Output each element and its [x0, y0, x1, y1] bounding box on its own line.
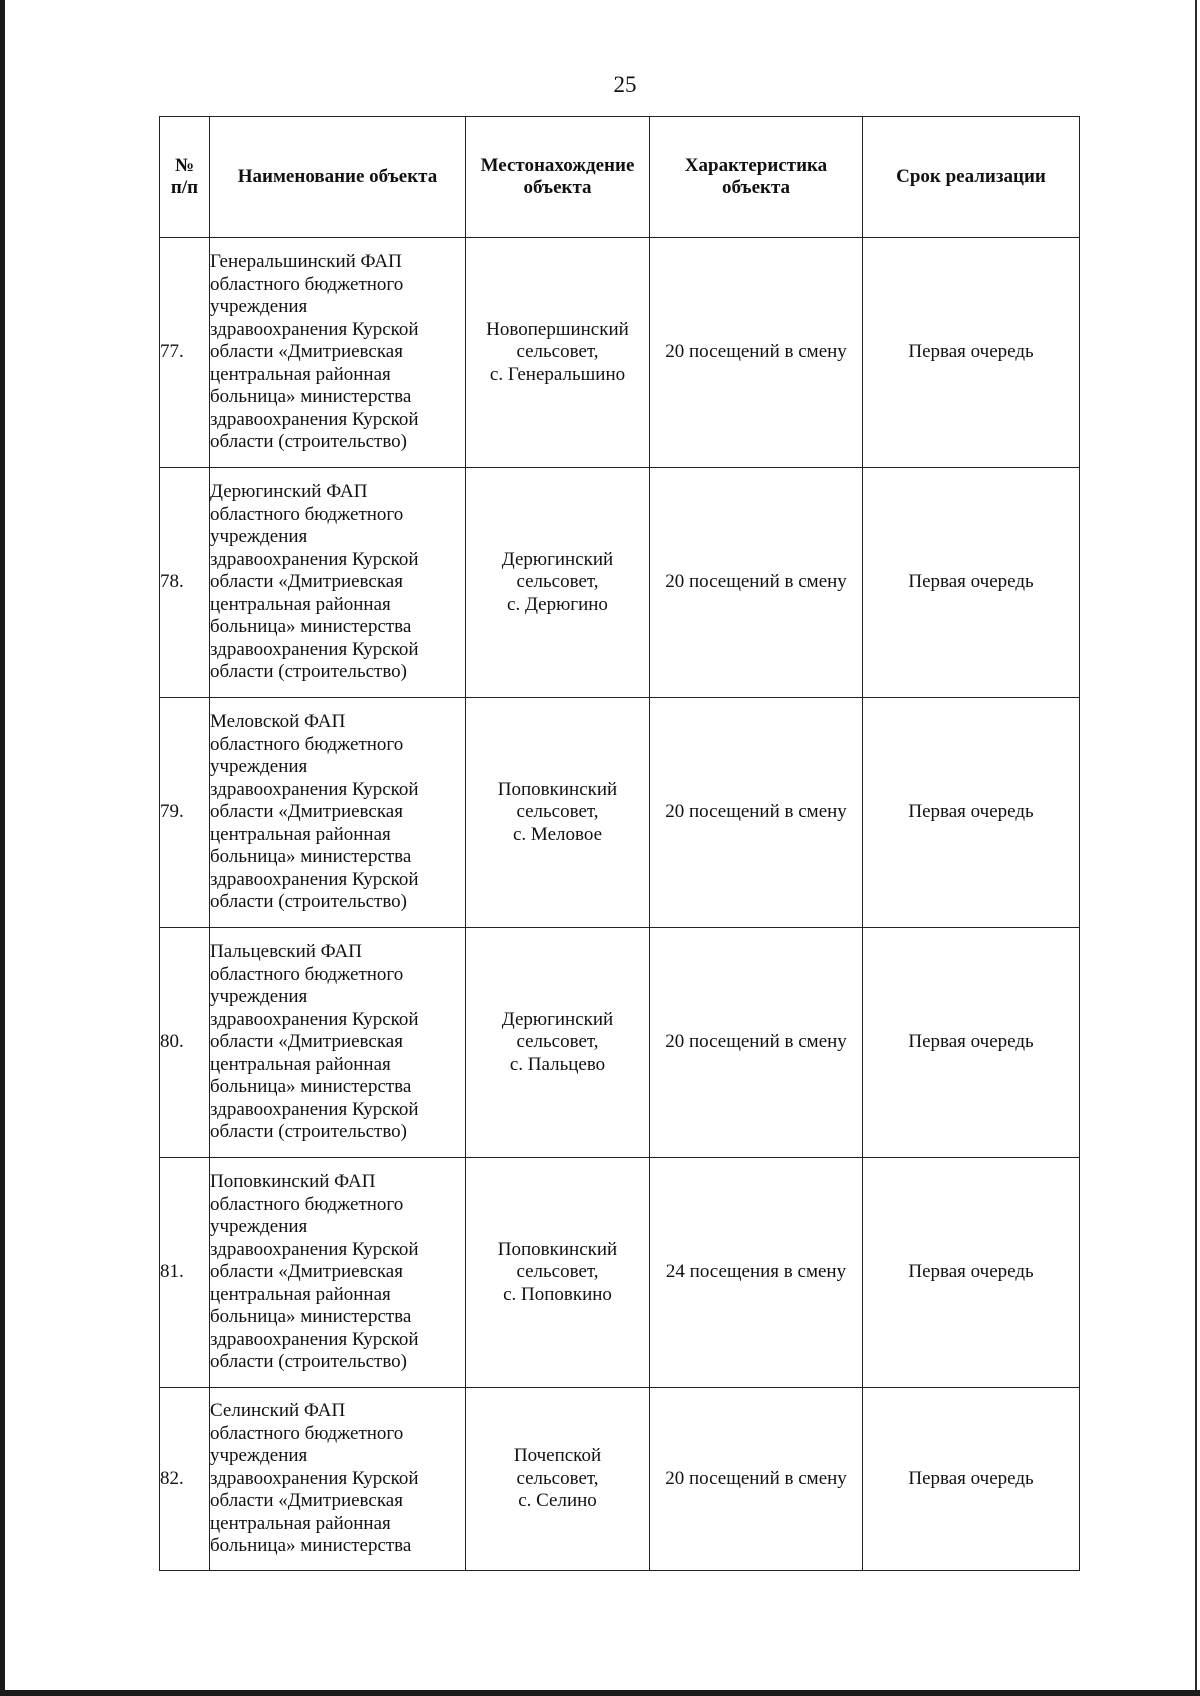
- object-name-line: учреждения: [210, 526, 308, 548]
- scan-edge-bottom: [0, 1690, 1200, 1696]
- implementation-term: Первая очередь: [863, 698, 1080, 928]
- table-row: [160, 928, 1080, 1158]
- header-term: [863, 117, 1080, 238]
- page-number: 25: [613, 72, 637, 97]
- object-name-line: здравоохранения Курской: [210, 1008, 419, 1030]
- object-name-line: Селинский ФАП: [210, 1400, 346, 1422]
- object-name-line: здравоохранения Курской: [210, 1238, 419, 1260]
- header-term-line: Срок реализации: [896, 165, 1046, 187]
- object-location-line: сельсовет,: [516, 1467, 599, 1489]
- object-location-line: сельсовет,: [516, 1261, 599, 1283]
- object-name-line: здравоохранения Курской: [210, 1328, 419, 1350]
- object-location-line: Новопершинский: [486, 318, 629, 340]
- object-name-line: областного бюджетного: [210, 1422, 404, 1444]
- object-location-line: с. Пальцево: [509, 1053, 606, 1075]
- object-name-line: больница» министерства: [210, 1076, 412, 1098]
- object-location: [466, 1158, 650, 1388]
- object-name-line: центральная районная: [210, 1283, 391, 1305]
- object-name-line: больница» министерства: [210, 1306, 412, 1328]
- row-number: 81.: [160, 1158, 210, 1388]
- object-name-line: Дерюгинский ФАП: [210, 481, 368, 503]
- object-name-line: учреждения: [210, 1445, 308, 1467]
- row-number: 82.: [160, 1388, 210, 1571]
- object-characteristic: 20 посещений в смену: [650, 928, 863, 1158]
- table-row: [160, 238, 1080, 468]
- object-name-line: здравоохранения Курской: [210, 1098, 419, 1120]
- object-name-line: здравоохранения Курской: [210, 638, 419, 660]
- object-name-line: центральная районная: [210, 363, 391, 385]
- header-location-line: объекта: [523, 177, 592, 198]
- object-name-line: здравоохранения Курской: [210, 778, 419, 800]
- object-location-line: Дерюгинский: [501, 1008, 614, 1030]
- object-name-line: областного бюджетного: [210, 273, 404, 295]
- object-name-line: области (строительство): [210, 891, 408, 913]
- header-location: [466, 117, 650, 238]
- object-name-line: области «Дмитриевская: [210, 801, 403, 823]
- implementation-term: Первая очередь: [863, 1388, 1080, 1571]
- object-name-line: центральная районная: [210, 1512, 391, 1534]
- object-name-line: области (строительство): [210, 431, 408, 453]
- row-number: 79.: [160, 698, 210, 928]
- object-name-line: здравоохранения Курской: [210, 868, 419, 890]
- object-name-line: учреждения: [210, 756, 308, 778]
- object-name-line: здравоохранения Курской: [210, 318, 419, 340]
- implementation-term: Первая очередь: [863, 468, 1080, 698]
- table-row: [160, 1158, 1080, 1388]
- object-name-line: больница» министерства: [210, 1535, 412, 1557]
- object-name-line: области «Дмитриевская: [210, 571, 403, 593]
- table-header-row: [160, 117, 1080, 238]
- object-name-line: больница» министерства: [210, 616, 412, 638]
- object-name-line: центральная районная: [210, 823, 391, 845]
- object-name-line: больница» министерства: [210, 846, 412, 868]
- object-name-line: области (строительство): [210, 661, 408, 683]
- object-name-line: Меловской ФАП: [210, 711, 346, 733]
- object-name: [210, 468, 466, 698]
- object-location-line: Дерюгинский: [501, 548, 614, 570]
- object-name-line: Пальцевский ФАП: [210, 941, 362, 963]
- object-location-line: сельсовет,: [516, 571, 599, 593]
- object-location: [466, 468, 650, 698]
- header-num: [160, 117, 210, 238]
- header-num-line: №: [174, 154, 195, 176]
- object-name-line: центральная районная: [210, 593, 391, 615]
- scan-edge-left: [0, 0, 5, 1696]
- object-location-line: с. Селино: [518, 1490, 597, 1512]
- object-name: [210, 928, 466, 1158]
- object-name-line: больница» министерства: [210, 386, 412, 408]
- object-name-line: учреждения: [210, 296, 308, 318]
- object-location-line: Почепской: [513, 1445, 602, 1467]
- object-name-line: областного бюджетного: [210, 963, 404, 985]
- scan-edge-right: [1195, 0, 1197, 1696]
- object-location-line: сельсовет,: [516, 801, 599, 823]
- implementation-term: Первая очередь: [863, 1158, 1080, 1388]
- header-num-line: п/п: [170, 177, 199, 198]
- object-name-line: областного бюджетного: [210, 733, 404, 755]
- table-row: [160, 468, 1080, 698]
- object-characteristic: 20 посещений в смену: [650, 238, 863, 468]
- object-name-line: здравоохранения Курской: [210, 548, 419, 570]
- object-location: [466, 1388, 650, 1571]
- object-name-line: областного бюджетного: [210, 503, 404, 525]
- header-name-line: Наименование объекта: [237, 165, 438, 187]
- object-name-line: здравоохранения Курской: [210, 408, 419, 430]
- object-name-line: центральная районная: [210, 1053, 391, 1075]
- object-name-line: области (строительство): [210, 1351, 408, 1373]
- header-characteristic-line: объекта: [721, 177, 791, 198]
- object-location: [466, 928, 650, 1158]
- row-number: 78.: [160, 468, 210, 698]
- table-row: [160, 698, 1080, 928]
- row-number: 80.: [160, 928, 210, 1158]
- object-name-line: учреждения: [210, 986, 308, 1008]
- object-location-line: Поповкинский: [497, 778, 618, 800]
- object-name-line: здравоохранения Курской: [210, 1467, 419, 1489]
- object-characteristic: 20 посещений в смену: [650, 1388, 863, 1571]
- object-name-line: области «Дмитриевская: [210, 1261, 403, 1283]
- implementation-term: Первая очередь: [863, 928, 1080, 1158]
- object-characteristic: 24 посещения в смену: [650, 1158, 863, 1388]
- object-location: [466, 698, 650, 928]
- object-characteristic: 20 посещений в смену: [650, 468, 863, 698]
- object-location-line: Поповкинский: [497, 1238, 618, 1260]
- object-location-line: сельсовет,: [516, 1031, 599, 1053]
- implementation-term: Первая очередь: [863, 238, 1080, 468]
- object-name: [210, 238, 466, 468]
- object-characteristic: 20 посещений в смену: [650, 698, 863, 928]
- object-location-line: с. Генеральшино: [489, 363, 626, 385]
- objects-table: [159, 116, 1080, 1571]
- header-characteristic: [650, 117, 863, 238]
- object-location-line: с. Дерюгино: [507, 593, 608, 615]
- object-name-line: учреждения: [210, 1216, 308, 1238]
- object-name-line: Поповкинский ФАП: [210, 1171, 376, 1193]
- table-row: [160, 1388, 1080, 1571]
- object-name-line: Генеральшинский ФАП: [210, 251, 402, 273]
- object-name-line: области «Дмитриевская: [210, 1490, 403, 1512]
- object-name-line: области «Дмитриевская: [210, 1031, 403, 1053]
- object-name: [210, 1388, 466, 1571]
- header-characteristic-line: Характеристика: [684, 154, 828, 176]
- object-location-line: сельсовет,: [516, 341, 599, 363]
- header-location-line: Местонахождение: [480, 154, 635, 176]
- object-location-line: с. Поповкино: [503, 1283, 612, 1305]
- object-name-line: областного бюджетного: [210, 1193, 404, 1215]
- object-name-line: области (строительство): [210, 1121, 408, 1143]
- row-number: 77.: [160, 238, 210, 468]
- object-location-line: с. Меловое: [513, 823, 602, 845]
- object-name: [210, 1158, 466, 1388]
- object-location: [466, 238, 650, 468]
- object-name: [210, 698, 466, 928]
- header-name: [210, 117, 466, 238]
- object-name-line: области «Дмитриевская: [210, 341, 403, 363]
